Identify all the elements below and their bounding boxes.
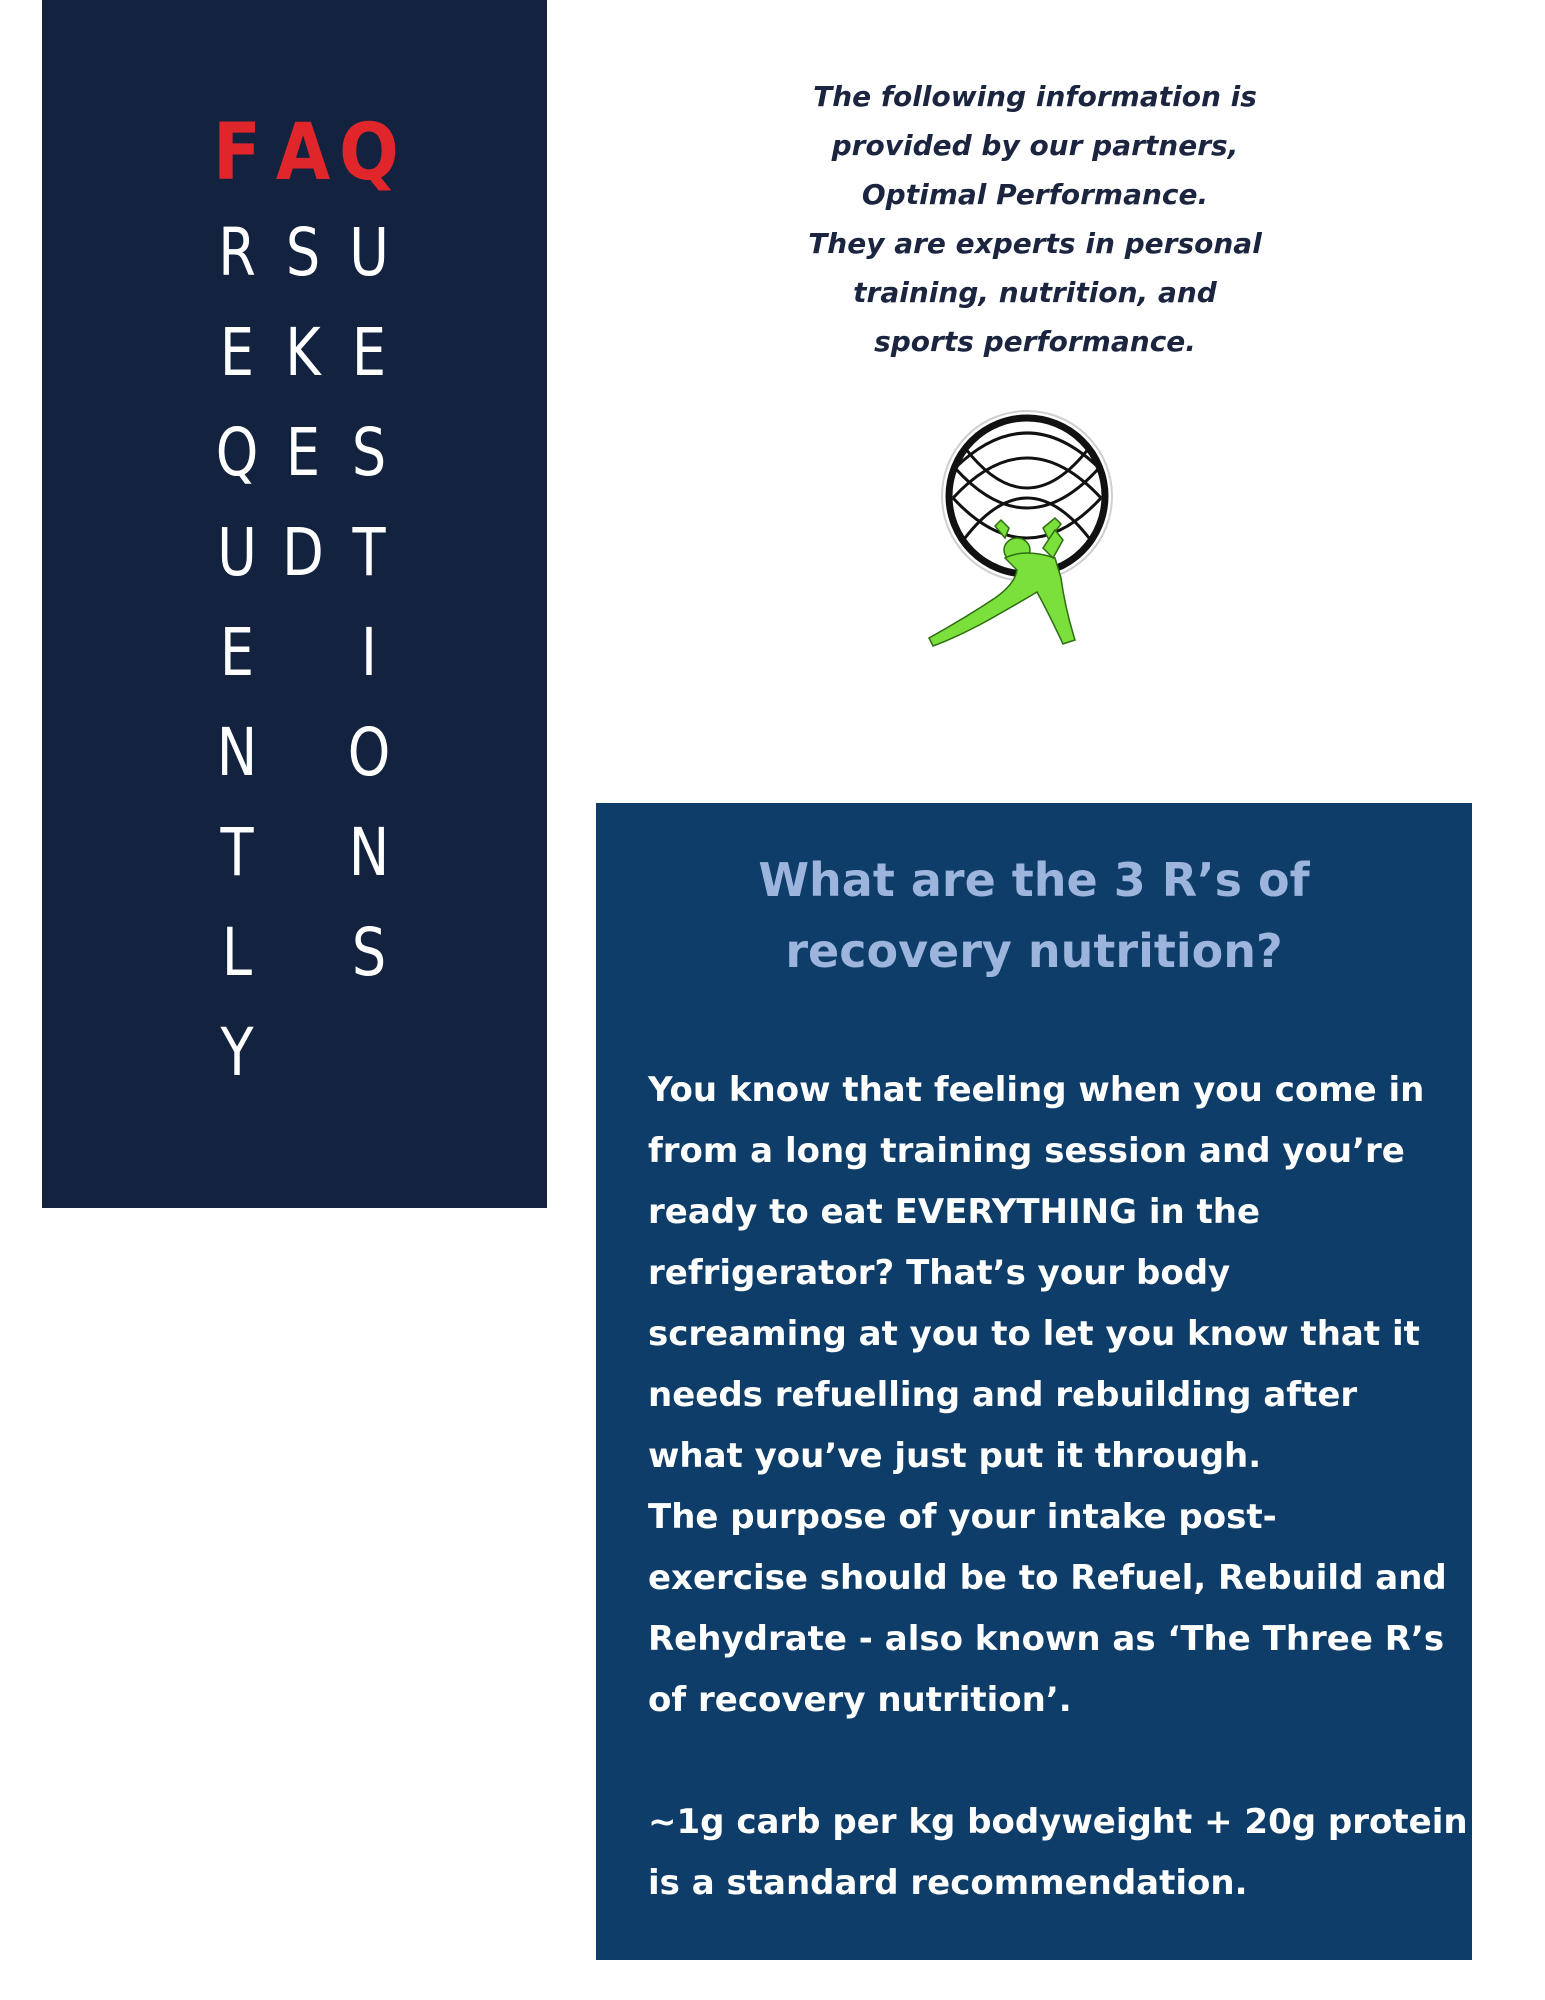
body-line: of recovery nutrition’. [648, 1680, 1072, 1720]
faq-letter: K [285, 314, 321, 391]
box-body [648, 1060, 1468, 1914]
faq-letter: N [348, 814, 390, 891]
faq-letter: Y [220, 1014, 254, 1091]
body-line: ready to eat EVERYTHING in the [648, 1192, 1261, 1232]
faq-letter: I [361, 614, 377, 691]
faq-letter: U [349, 214, 389, 291]
faq-letter: U [217, 514, 257, 591]
body-line: is a standard recommendation. [648, 1863, 1248, 1903]
body-line: You know that feeling when you come in [648, 1070, 1425, 1110]
faq-letter: S [351, 414, 387, 491]
faq-letter: T [220, 814, 254, 891]
partner-intro [690, 72, 1380, 366]
faq-letter: E [219, 314, 255, 391]
faq-letter: R [218, 214, 256, 291]
box-title-line: What are the 3 R’s of [758, 853, 1310, 907]
faq-letter: E [219, 614, 255, 691]
faq-letter: E [285, 414, 321, 491]
faq-column-frequently [202, 103, 272, 1103]
faq-letter: S [285, 214, 321, 291]
body-line: ~1g carb per kg bodyweight + 20g protein [648, 1802, 1468, 1842]
optimal-performance-logo [925, 408, 1145, 668]
faq-letter: F [213, 108, 261, 198]
body-line: Rehydrate - also known as ‘The Three R’s [648, 1619, 1445, 1659]
intro-line: The following information is [813, 80, 1257, 113]
intro-line: provided by our partners, [831, 129, 1239, 162]
intro-line: Optimal Performance. [861, 178, 1209, 211]
faq-letter: A [275, 108, 331, 198]
intro-line: training, nutrition, and [853, 276, 1217, 309]
faq-letter: N [216, 714, 258, 791]
intro-line: They are experts in personal [808, 227, 1262, 260]
box-title-line: recovery nutrition? [785, 924, 1283, 978]
faq-letter: L [221, 914, 253, 991]
recovery-nutrition-box [596, 803, 1472, 1960]
faq-letter: Q [215, 414, 259, 491]
faq-letter: O [347, 714, 391, 791]
body-line: refrigerator? That’s your body [648, 1253, 1231, 1293]
body-line: what you’ve just put it through. [648, 1436, 1262, 1476]
faq-column-questions [334, 103, 404, 1003]
faq-letter: T [352, 514, 386, 591]
faq-letter: D [282, 514, 324, 591]
body-line-spacer [648, 1731, 1448, 1792]
athlete-carrying-globe-icon [925, 408, 1145, 668]
body-line: screaming at you to let you know that it [648, 1314, 1420, 1354]
faq-letter: Q [339, 108, 399, 198]
faq-letter: E [351, 314, 387, 391]
box-title [596, 845, 1472, 987]
faq-letter: S [351, 914, 387, 991]
faq-column-asked [268, 103, 338, 603]
intro-line: sports performance. [874, 325, 1196, 358]
body-line: needs refuelling and rebuilding after [648, 1375, 1358, 1415]
faq-banner [42, 0, 547, 1208]
body-line: from a long training session and you’re [648, 1131, 1405, 1171]
body-line: The purpose of your intake post- [648, 1497, 1277, 1537]
body-line: exercise should be to Refuel, Rebuild and [648, 1558, 1447, 1598]
